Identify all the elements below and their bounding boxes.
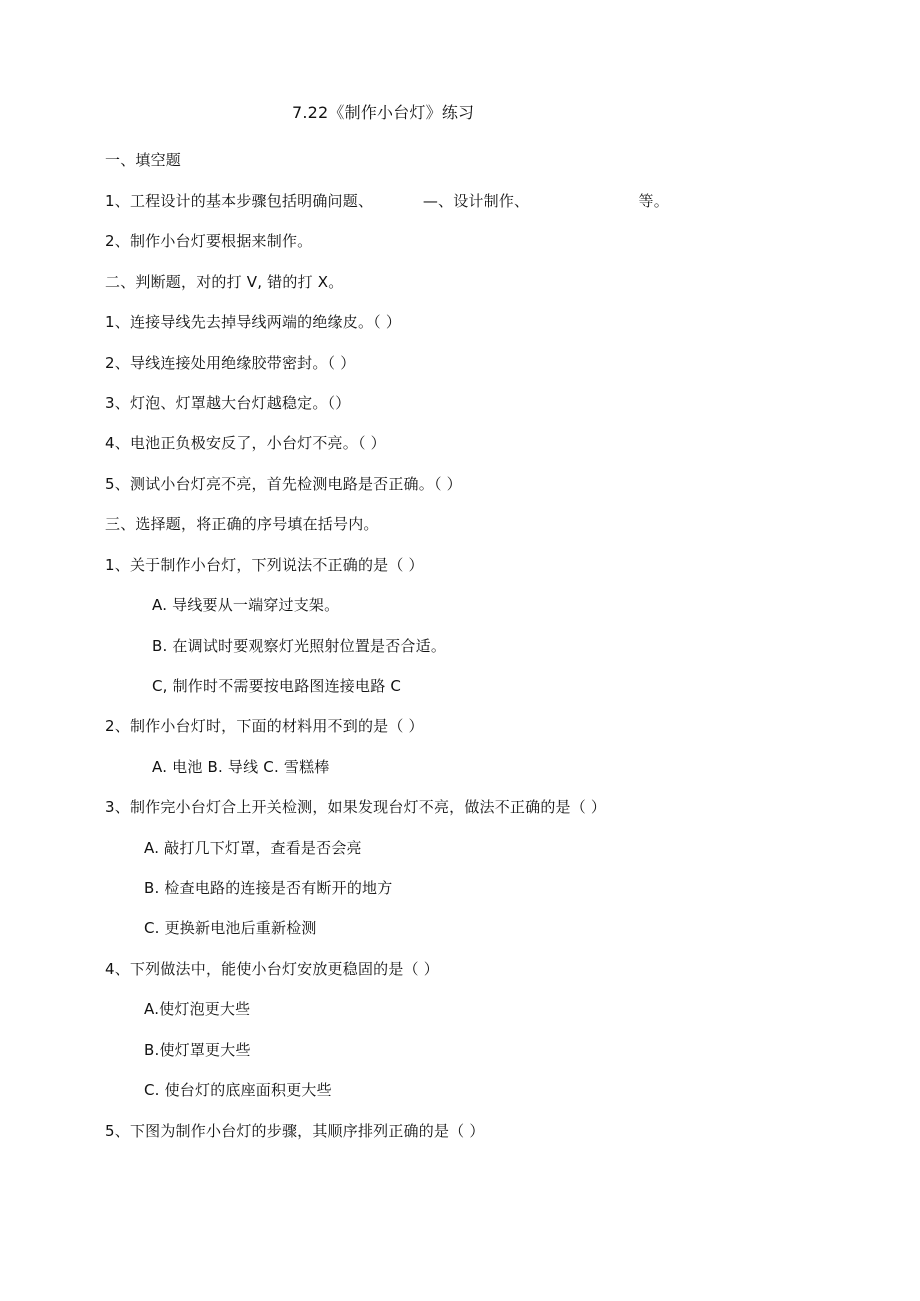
choice-question-3-option-b: B. 检查电路的连接是否有断开的地方 bbox=[144, 879, 393, 897]
choice-question-4-option-b: B.使灯罩更大些 bbox=[144, 1041, 251, 1059]
fill-blank-question-2: 2、制作小台灯要根据来制作。 bbox=[105, 232, 313, 250]
true-false-question-3: 3、灯泡、灯罩越大台灯越稳定。（） bbox=[105, 394, 351, 412]
choice-question-1-option-c: C, 制作时不需要按电路图连接电路 C bbox=[152, 677, 402, 695]
true-false-question-1: 1、连接导线先去掉导线两端的绝缘皮。（ ） bbox=[105, 313, 402, 331]
choice-question-5-stem: 5、下图为制作小台灯的步骤，其顺序排列正确的是（ ） bbox=[105, 1122, 485, 1140]
section-heading-multiple-choice: 三、选择题，将正确的序号填在括号内。 bbox=[105, 515, 379, 533]
choice-question-4-stem: 4、下列做法中，能使小台灯安放更稳固的是（ ） bbox=[105, 960, 439, 978]
choice-question-4-option-c: C. 使台灯的底座面积更大些 bbox=[144, 1081, 332, 1099]
choice-question-1-stem: 1、关于制作小台灯，下列说法不正确的是（ ） bbox=[105, 556, 424, 574]
section-heading-fill-blank: 一、填空题 bbox=[105, 151, 182, 169]
section-heading-true-false: 二、判断题，对的打 V, 错的打 X。 bbox=[105, 273, 344, 291]
choice-question-4-option-a: A.使灯泡更大些 bbox=[144, 1000, 251, 1018]
choice-question-1-option-a: A. 导线要从一端穿过支架。 bbox=[152, 596, 340, 614]
true-false-question-4: 4、电池正负极安反了，小台灯不亮。（ ） bbox=[105, 434, 386, 452]
choice-question-3-stem: 3、制作完小台灯合上开关检测，如果发现台灯不亮，做法不正确的是（ ） bbox=[105, 798, 607, 816]
choice-question-3-option-c: C. 更换新电池后重新检测 bbox=[144, 919, 317, 937]
true-false-question-5: 5、测试小台灯亮不亮，首先检测电路是否正确。（ ） bbox=[105, 475, 462, 493]
choice-question-3-option-a: A. 敲打几下灯罩，查看是否会亮 bbox=[144, 839, 362, 857]
fill-blank-question-1: 1、工程设计的基本步骤包括明确问题、 —、设计制作、 等。 bbox=[105, 192, 669, 210]
choice-question-1-option-b: B. 在调试时要观察灯光照射位置是否合适。 bbox=[152, 637, 447, 655]
choice-question-2-options: A. 电池 B. 导线 C. 雪糕棒 bbox=[152, 758, 330, 776]
choice-question-2-stem: 2、制作小台灯时，下面的材料用不到的是（ ） bbox=[105, 717, 424, 735]
page-title: 7.22《制作小台灯》练习 bbox=[292, 103, 475, 122]
true-false-question-2: 2、导线连接处用绝缘胶带密封。（ ） bbox=[105, 354, 356, 372]
